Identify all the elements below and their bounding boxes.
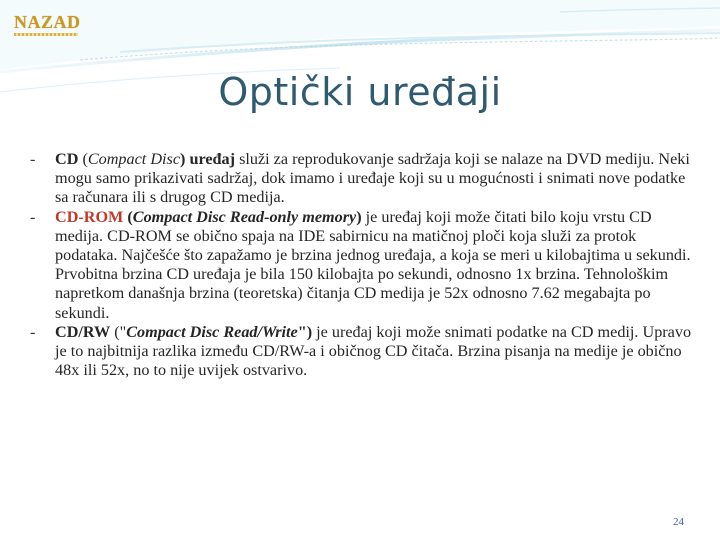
list-item [30,323,700,381]
item-text: je uređaj koji može snimati podatke na CD medij. Upravo je to najbitnija razlika između CD/RW-a i običnog CD čitača. Brzina pisanja na medije je obično 48x ili 52x, no to nije uvijek ostvarivo. [55,322,692,380]
term-paren-close: ) [180,150,186,168]
term: CD-ROM [55,207,124,226]
list-item [30,150,700,208]
page-number: 24 [673,516,684,528]
slide-title: Optički uređaji [218,70,502,114]
term-paren-close: ") [297,322,313,341]
back-link[interactable]: NAZAD [14,12,81,32]
term-suffix: uređaj [185,150,236,168]
bullet-dash: - [30,207,36,226]
bullet-dash: - [30,322,36,341]
bullet-dash: - [30,150,36,168]
term-expansion: Compact Disc Read-only memory [132,207,357,226]
item-text: je uređaj koji može čitati bilo koju vrstu CD medija. CD-ROM se obično spaja na IDE sabirnicu na matičnoj ploči koja služi za protok podataka. Najčešće što zapažamo je brzina jednog uređaja, a koja se meri u kilobajtima u sekundi. Prvobitna brzina CD uređaja je bila 150 kilobajta po sekundi, odnosno 1x brzina. Tehnološkim napretkom današnja brzina (teoretska) čitanja CD medija je 52x odnosno 7.62 megabajta po sekundi. [55,207,691,322]
list-item [30,208,700,323]
term-paren-open: ( [123,207,133,226]
item-text: služi za reprodukovanje sadržaja koji se nalaze na DVD mediju. Neki mogu samo prikazivati sadržaj, dok imamo i uređaje koji su u mogućnosti i snimati nove podatke sa računara ili s drugog CD medija. [55,150,690,207]
back-link-underline [14,33,78,36]
term-expansion: Compact Disc [87,150,180,168]
term: CD/RW [55,322,111,341]
term-paren-open: ( [78,150,88,168]
term-expansion: Compact Disc Read/Write [126,322,298,341]
slide-body [30,150,700,380]
term-paren-open: (" [110,322,127,341]
term: CD [55,150,79,168]
term-paren-close: ) [356,207,362,226]
